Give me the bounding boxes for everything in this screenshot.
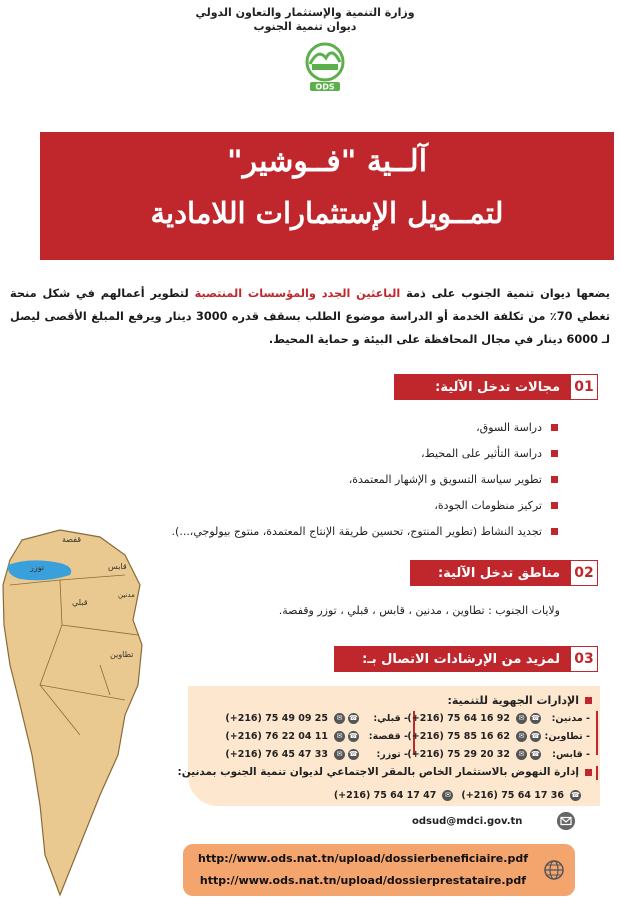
bullet-icon xyxy=(585,769,592,776)
section-number: 01 xyxy=(570,374,598,400)
download-links-box xyxy=(183,844,575,896)
ministry-header xyxy=(190,6,420,34)
phone-row: - تطاوين: ☎ ✉ (+216) 75 85 16 62 xyxy=(407,730,590,742)
bullet-icon xyxy=(551,528,558,535)
email-link[interactable]: odsud@mdci.gov.tn xyxy=(412,816,523,827)
phone-icon: ☎ xyxy=(531,714,540,722)
map-label-kebili: قبلي xyxy=(72,598,88,607)
list-item: دراسة السوق، xyxy=(138,414,558,440)
phone-number[interactable]: (+216) 76 45 47 33 xyxy=(225,748,328,760)
fax-icon: ✉ xyxy=(516,749,527,760)
bullet-icon xyxy=(585,697,592,704)
map-label-medenine: مدنين xyxy=(118,591,135,599)
phone-number[interactable]: (+216) 75 29 20 32 xyxy=(407,748,510,760)
banner-title-line2: لتمــويل الإستثمارات اللامادية xyxy=(150,196,504,230)
list-item: تجديد النشاط (تطوير المنتوج، تحسين طريقة الإنتاج المعتمدة، منتوج بيولوجي،...). xyxy=(138,518,558,544)
hq-heading: إدارة النهوض بالاستثمار الخاص بالمقر الاجتماعي لديوان تنمية الجنوب بمدنين: xyxy=(178,766,592,778)
phone-icon: ☎ xyxy=(349,732,358,740)
section-01-header xyxy=(394,374,598,400)
phone-icon: ☎ xyxy=(531,732,540,740)
title-banner xyxy=(40,132,614,260)
phone-row: - توزر: ☎ ✉ (+216) 76 45 47 33 xyxy=(225,748,408,760)
phone-icon: ☎ xyxy=(571,791,580,799)
hq-fax-number[interactable]: (+216) 75 64 17 47 xyxy=(333,789,437,801)
fax-icon: ✉ xyxy=(334,713,345,724)
map-region-outline xyxy=(3,530,142,895)
ministry-name: وزارة التنمية والإستثمار والتعاون الدولي xyxy=(195,6,415,19)
section-number: 03 xyxy=(570,646,598,672)
section-title: مناطق تدخل الآلية: xyxy=(410,560,570,586)
map-label-tataouine: تطاوين xyxy=(110,650,134,659)
phone-icon: ☎ xyxy=(531,750,540,758)
bullet-icon xyxy=(551,450,558,457)
bullet-icon xyxy=(551,476,558,483)
intro-paragraph xyxy=(10,282,610,351)
map-label-gafsa: قفصة xyxy=(62,535,82,544)
section-title: لمزيد من الإرشادات الاتصال بـ: xyxy=(334,646,570,672)
section-title: مجالات تدخل الآلية: xyxy=(394,374,570,400)
ods-logo xyxy=(296,40,354,92)
mail-icon xyxy=(557,812,575,830)
fields-list xyxy=(138,414,558,544)
fax-icon: ✉ xyxy=(516,713,527,724)
phone-number[interactable]: (+216) 75 49 09 25 xyxy=(225,712,328,724)
phone-row: - مدنين: ☎ ✉ (+216) 75 64 16 92 xyxy=(407,712,590,724)
logo-text: ODS xyxy=(315,82,335,92)
hq-phone-number[interactable]: (+216) 75 64 17 36 xyxy=(461,789,564,801)
regional-heading: الإدارات الجهوية للتنمية: xyxy=(447,694,592,707)
intro-highlight: الباعثين الجدد والمؤسسات المنتصبة xyxy=(194,287,401,300)
map-label-gabes: قابس xyxy=(108,562,127,571)
section-02-header xyxy=(410,560,598,586)
globe-icon xyxy=(542,858,566,882)
regions-text: ولايات الجنوب : تطاوين ، مدنين ، قابس ، قبلي ، توزر وقفصة. xyxy=(278,604,560,617)
hq-phone-row xyxy=(334,786,584,804)
bullet-icon xyxy=(551,424,558,431)
intro-part1: يضعها ديوان تنمية الجنوب على ذمة xyxy=(400,287,610,300)
provider-file-link[interactable]: http://www.ods.nat.tn/upload/dossierprestataire.pdf xyxy=(199,874,527,887)
banner-title-line1: آلــية "فــوشير" xyxy=(226,144,428,179)
list-item: دراسة التأثير على المحيط، xyxy=(138,440,558,466)
phone-number[interactable]: (+216) 75 85 16 62 xyxy=(407,730,510,742)
intro-part2: لتطوير أعمالهم في شكل منحة تغطي 70٪ من تكلفة الخدمة أو الدراسة موضوع الطلب بسقف قدره 3000 دينار ويرفع المبلغ الأقصى ليصل لـ 6000 دينار في مجال المحافظة على البيئة و حماية المحيط. xyxy=(10,287,610,346)
map-label-tozeur: توزر xyxy=(30,563,45,572)
beneficiary-file-link[interactable]: http://www.ods.nat.tn/upload/dossierbeneficiaire.pdf xyxy=(198,852,528,865)
office-name: ديوان تنمية الجنوب xyxy=(253,20,357,33)
phone-row: - قفصة: ☎ ✉ (+216) 76 22 04 11 xyxy=(225,730,408,742)
phone-row: - قابس: ☎ ✉ (+216) 75 29 20 32 xyxy=(407,748,590,760)
fax-icon: ✉ xyxy=(516,731,527,742)
phone-icon: ☎ xyxy=(349,714,358,722)
section-number: 02 xyxy=(570,560,598,586)
phone-icon: ☎ xyxy=(349,750,358,758)
section-03-header xyxy=(334,646,598,672)
column-divider xyxy=(596,766,598,780)
southern-tunisia-map xyxy=(0,525,145,900)
bullet-icon xyxy=(551,502,558,509)
phone-number[interactable]: (+216) 76 22 04 11 xyxy=(225,730,328,742)
fax-icon: ✉ xyxy=(442,790,453,801)
column-divider xyxy=(596,711,598,755)
list-item: تطوير سياسة التسويق و الإشهار المعتمدة، xyxy=(138,466,558,492)
phone-row: - قبلي: ☎ ✉ (+216) 75 49 09 25 xyxy=(225,712,408,724)
fax-icon: ✉ xyxy=(334,731,345,742)
fax-icon: ✉ xyxy=(334,749,345,760)
list-item: تركيز منظومات الجودة، xyxy=(138,492,558,518)
phone-number[interactable]: (+216) 75 64 16 92 xyxy=(407,712,510,724)
